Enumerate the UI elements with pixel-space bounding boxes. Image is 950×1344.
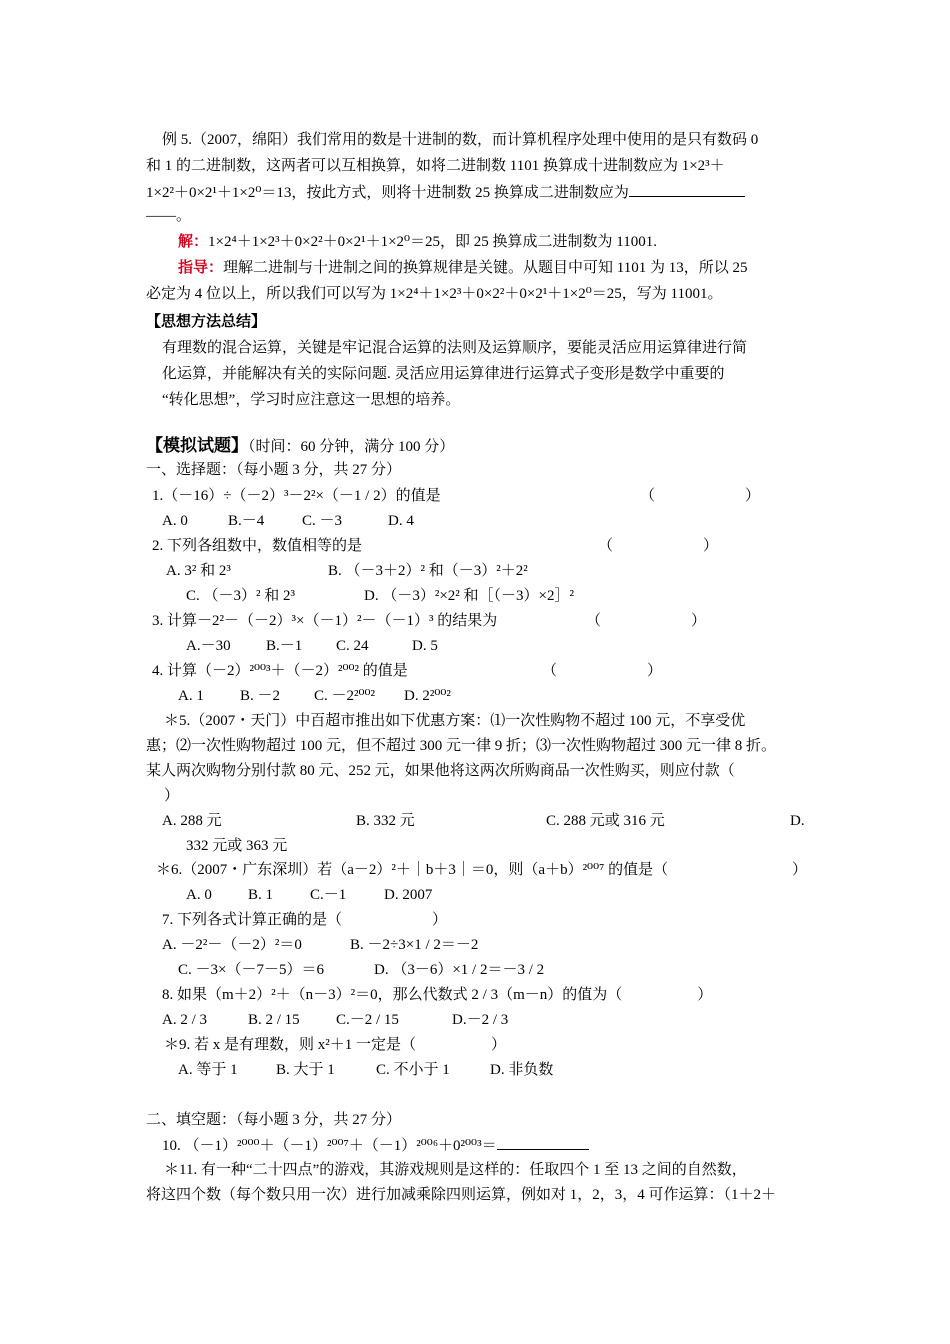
q9-option-d[interactable]: D. 非负数 [490,1062,554,1078]
mock-heading [146,436,454,457]
q7-option-b[interactable]: B. －2÷3×1 / 2＝－2 [350,937,479,953]
question-3-answer-paren[interactable]: （ ） [586,613,707,629]
q10-answer-blank[interactable] [497,1135,589,1150]
q8-option-a[interactable]: A. 2 / 3 [162,1012,207,1028]
question-3: 3. 计算－2²－（－2）³×（－1）²－（－1）³ 的结果为 [152,613,498,629]
section2-title: 二、填空题：（每小题 3 分，共 27 分） [146,1112,402,1128]
guide-text-1: 理解二进制与十进制之间的换算规律是关键。从题目中可知 1101 为 13，所以 25 [223,260,748,276]
question-4: 4. 计算（－2）²⁰⁰³＋（－2）²⁰⁰² 的值是 [152,663,408,679]
question-5-line3: 某人两次购物分别付款 80 元、252 元，如果他将这两次所购商品一次性购买，则应付款（ [146,763,735,779]
question-2: 2. 下列各组数中，数值相等的是 [152,538,363,554]
q9-option-b[interactable]: B. 大于 1 [276,1062,335,1078]
mock-title: 【模拟试题】 [146,436,248,455]
solution-line [178,232,657,252]
q7-option-a[interactable]: A. －2²－（－2）²＝0 [162,937,302,953]
q3-option-c[interactable]: C. 24 [336,638,369,654]
summary-line1: 有理数的混合运算，关键是牢记混合运算的法则及运算顺序，要能灵活应用运算律进行简 [162,340,748,356]
q8-option-c[interactable]: C.－2 / 15 [336,1012,399,1028]
q4-option-d[interactable]: D. 2²⁰⁰² [404,688,451,704]
question-11-line1: ＊11. 有一种“二十四点”的游戏，其游戏规则是这样的：任取四个 1 至 13 之间的自然数， [164,1162,747,1178]
question-5-answer-paren[interactable]: ） [164,788,180,804]
q4-option-a[interactable]: A. 1 [178,688,204,704]
q8-option-b[interactable]: B. 2 / 15 [248,1012,300,1028]
q5-option-d[interactable]: D. [790,813,805,829]
q3-option-d[interactable]: D. 5 [412,638,438,654]
question-1: 1.（－16）÷（－2）³－2²×（－1 / 2）的值是 [152,488,441,504]
q4-option-c[interactable]: C. －2²⁰⁰² [314,688,376,704]
guide-line1 [178,258,747,278]
question-6: ＊6.（2007・广东深圳）若（a－2）²＋｜b＋3｜＝0，则（a＋b）²⁰⁰⁷ 的值是（ [156,862,669,878]
section1-title: 一、选择题：（每小题 3 分，共 27 分） [146,462,402,478]
q5-option-a[interactable]: A. 288 元 [162,813,222,829]
q4-option-b[interactable]: B. －2 [240,688,281,704]
q6-option-b[interactable]: B. 1 [248,887,274,903]
summary-line3: “转化思想”，学习时应注意这一思想的培养。 [162,392,461,408]
q3-option-b[interactable]: B.－1 [266,638,303,654]
question-8: 8. 如果（m＋2）²＋（n－3）²＝0，那么代数式 2 / 3（m－n）的值为（ ） [162,987,713,1003]
q9-option-a[interactable]: A. 等于 1 [178,1062,238,1078]
solution-label: 解： [178,234,209,250]
answer-blank[interactable] [629,182,745,197]
mock-info: （时间：60 分钟，满分 100 分） [248,439,455,455]
summary-line2: 化运算，并能解决有关的实际问题. 灵活应用运算律进行运算式子变形是数学中重要的 [162,366,725,382]
question-11-line2: 将这四个数（每个数只用一次）进行加减乘除四则运算，例如对 1，2，3，4 可作运算：（1＋2＋ [146,1187,777,1203]
q1-option-c[interactable]: C. －3 [302,513,343,529]
q5-option-c[interactable]: C. 288 元或 316 元 [546,813,665,829]
question-2-answer-paren[interactable]: （ ） [598,538,719,554]
question-4-answer-paren[interactable]: （ ） [542,663,663,679]
q1-option-a[interactable]: A. 0 [162,513,188,529]
q2-option-b[interactable]: B. （－3＋2）² 和（－3）²＋2² [328,563,528,579]
q8-option-d[interactable]: D.－2 / 3 [452,1012,509,1028]
q7-option-c[interactable]: C. －3×（－7－5）＝6 [178,962,324,978]
q6-option-a[interactable]: A. 0 [186,887,212,903]
question-1-answer-paren[interactable]: （ ） [640,488,761,504]
guide-line2: 必定为 4 位以上，所以我们可以写为 1×2⁴＋1×2³＋0×2²＋0×2¹＋1×2⁰＝25，写为 11001。 [146,286,723,302]
q6-option-d[interactable]: D. 2007 [384,887,433,903]
question-7: 7. 下列各式计算正确的是（ ） [162,912,448,928]
example5-line2: 和 1 的二进制数，这两者可以互相换算，如将二进制数 1101 换算成十进制数应为 1×2³＋ [146,158,725,174]
q9-option-c[interactable]: C. 不小于 1 [376,1062,450,1078]
summary-title: 【思想方法总结】 [146,314,267,330]
q7-option-d[interactable]: D. （3－6）×1 / 2＝－3 / 2 [374,962,545,978]
q5-option-d-text[interactable]: 332 元或 363 元 [186,838,288,854]
q2-option-a[interactable]: A. 3² 和 2³ [166,563,231,579]
question-6-close-paren[interactable]: ） [792,862,808,878]
q1-option-b[interactable]: B.－4 [228,513,265,529]
question-9: ＊9. 若 x 是有理数，则 x²＋1 一定是（ ） [164,1037,506,1053]
q3-option-a[interactable]: A.－30 [186,638,231,654]
solution-text: 1×2⁴＋1×2³＋0×2²＋0×2¹＋1×2⁰＝25，即 25 换算成二进制数为 11001. [208,234,657,250]
guide-label: 指导： [178,260,224,276]
question-10: 10. （－1）²⁰⁰⁰＋（－1）²⁰⁰⁷＋（－1）²⁰⁰⁶＋0²⁰⁰³＝ [162,1135,589,1156]
q6-option-c[interactable]: C.－1 [310,887,347,903]
q5-option-b[interactable]: B. 332 元 [356,813,415,829]
q1-option-d[interactable]: D. 4 [388,513,414,529]
q2-option-d[interactable]: D. （－3）²×2² 和［（－3）×2］² [364,588,574,604]
q2-option-c[interactable]: C. （－3）² 和 2³ [186,588,295,604]
question-5-line1: ＊5.（2007・天门）中百超市推出如下优惠方案：⑴一次性购物不超过 100 元，不享受优 [164,713,746,729]
example5-line1: 例 5.（2007，绵阳）我们常用的数是十进制的数，而计算机程序处理中使用的是只有数码 0 [162,132,759,148]
question-5-line2: 惠；⑵一次性购物超过 100 元，但不超过 300 元一律 9 折；⑶一次性购物超过 300 元一律 8 折。 [146,738,777,754]
example5-line3: 1×2²＋0×2¹＋1×2⁰＝13，按此方式，则将十进制数 25 换算成二进制数应为 [146,182,745,203]
example5-line4: ——。 [146,208,192,224]
